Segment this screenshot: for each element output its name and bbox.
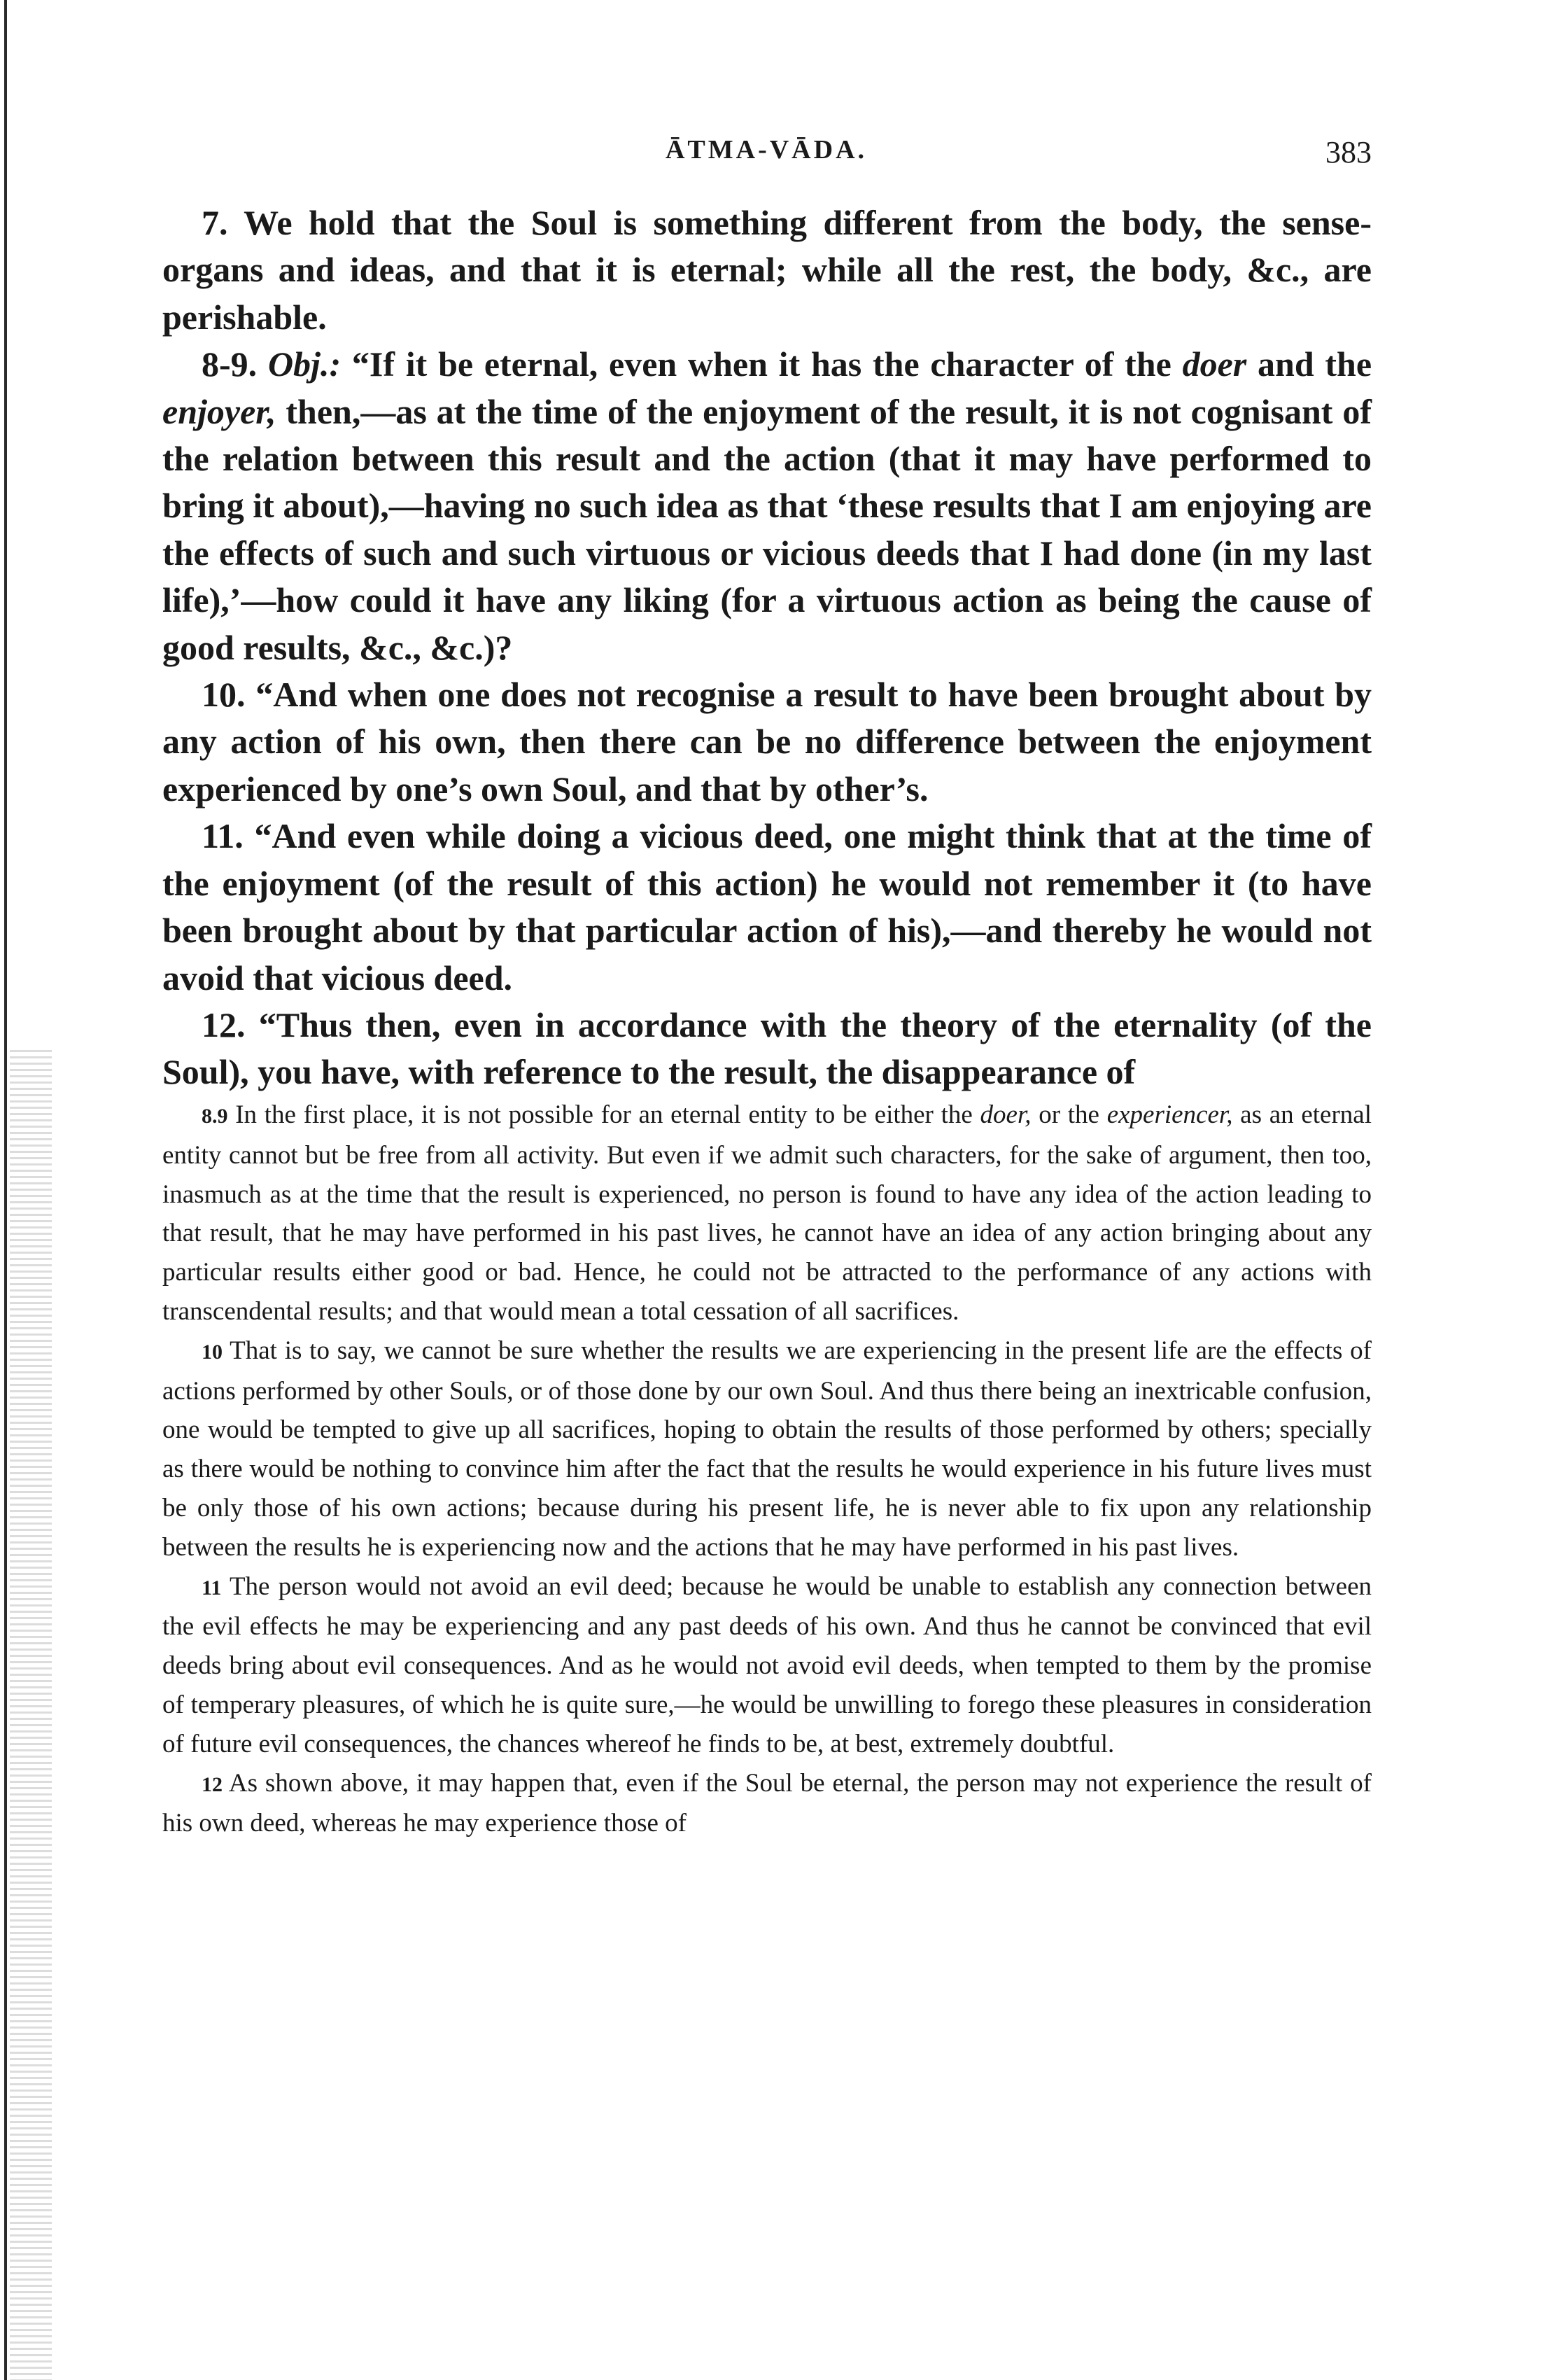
- footnote-10: [162, 1331, 1372, 1567]
- footnote-number: 12: [202, 1772, 223, 1796]
- objection-label: Obj.:: [267, 344, 342, 384]
- verse-text: “Thus then, even in accordance with the theory of the eternality (of the Soul), you have, with reference to the result, the disappearance of: [162, 1004, 1372, 1092]
- binding-shadow: [10, 1050, 52, 2380]
- verse-text: “And even while doing a vicious deed, one might think that at the time of the enjoyment (of the result of this action) he would not remember it (to have been brought about by that particular action of his),—and thereby he would not avoid that vicious deed.: [162, 816, 1372, 997]
- footnote-12: [162, 1764, 1372, 1844]
- term-enjoyer: enjoyer,: [162, 391, 276, 431]
- paragraph-12: [162, 1002, 1372, 1096]
- footnote-number: 11: [202, 1576, 222, 1600]
- verse-number: 8-9.: [202, 344, 258, 384]
- term-experiencer: experiencer,: [1106, 1100, 1233, 1129]
- footnote-text: That is to say, we cannot be sure whether the results we are experiencing in the present life are the effects of actions performed by other Souls, or of those done by our own Soul. And thus there being an inextricable confusion, one would be tempted to give up all sacrifices, hoping to obtain the results of those performed by others; specially as there would be nothing to convince him after the fact that the results he would experience in his future lives must be only those of his own actions; because during his present life, he is never able to fix upon any relationship between the results he is experiencing now and the actions that he may have performed in his past lives.: [162, 1336, 1372, 1562]
- page-header: [161, 134, 1372, 176]
- page-number: 383: [1325, 135, 1372, 169]
- verse-text: “If it be eternal, even when it has the character of the: [351, 344, 1171, 384]
- paragraph-10: [162, 671, 1372, 813]
- paragraph-7: [162, 200, 1372, 341]
- term-doer: doer,: [980, 1100, 1032, 1129]
- verse-text: and the: [1258, 344, 1372, 384]
- footnote-text: or the: [1039, 1100, 1099, 1129]
- verse-text: We hold that the Soul is something different from the body, the sense-organs and ideas, and that it is eternal; while all the rest, the body, &c., are perishable.: [162, 203, 1372, 337]
- verse-text: “And when one does not recognise a result to have been brought about by any action of his own, then there can be no difference between the enjoyment experienced by one’s own Soul, and that by other’s.: [162, 675, 1372, 808]
- verse-number: 11.: [202, 816, 244, 856]
- paragraph-8-9: [162, 341, 1372, 671]
- running-title: ĀTMA-VĀDA.: [665, 135, 868, 164]
- footnote-number: 10: [202, 1340, 223, 1364]
- footnote-text: As shown above, it may happen that, even if the Soul be eternal, the person may not experience the result of his own deed, whereas he may experience those of: [162, 1768, 1372, 1838]
- verse-number: 10.: [202, 675, 246, 715]
- main-text: [162, 200, 1372, 1096]
- verse-number: 12.: [202, 1004, 246, 1044]
- footnote-number: 8.9: [202, 1105, 228, 1128]
- footnotes: [162, 1096, 1372, 1843]
- verse-number: 7.: [202, 203, 228, 242]
- footnote-8-9: [162, 1096, 1372, 1331]
- term-doer: doer: [1182, 344, 1247, 384]
- footnote-text: as an eternal entity cannot but be free from all activity. But even if we admit such characters, for the sake of argument, then too, inasmuch as at the time that the result is experienced, no person is found to have any idea of the action leading to that result, that he may have performed in his past lives, he cannot have an idea of any action bringing about any particular results either good or bad. Hence, he could not be attracted to the performance of any actions with transcendental results; and that would mean a total cessation of all sacrifices.: [162, 1100, 1372, 1326]
- verse-text: then,—as at the time of the enjoyment of the result, it is not cognisant of the relation between this result and the action (that it may have performed to bring it about),—having no such idea as that ‘these results that I am enjoying are the effects of such and such virtuous or vicious deeds that I had done (in my last life),’—how could it have any liking (for a virtuous action as being the cause of good results, &c., &c.)?: [162, 391, 1372, 667]
- footnote-text: In the first place, it is not possible for an eternal entity to be either the: [235, 1100, 973, 1129]
- footnote-text: The person would not avoid an evil deed; because he would be unable to establish any connection between the evil effects he may be experiencing and any past deeds of his own. And thus he cannot be convinced that evil deeds bring about evil consequences. And as he would not avoid evil deeds, when tempted to them by the promise of temperary pleasures, of which he is quite sure,—he would be unwilling to forego these pleasures in consideration of future evil consequences, the chances whereof he finds to be, at best, extremely doubtful.: [162, 1572, 1372, 1758]
- paragraph-11: [162, 813, 1372, 1002]
- footnote-11: [162, 1567, 1372, 1764]
